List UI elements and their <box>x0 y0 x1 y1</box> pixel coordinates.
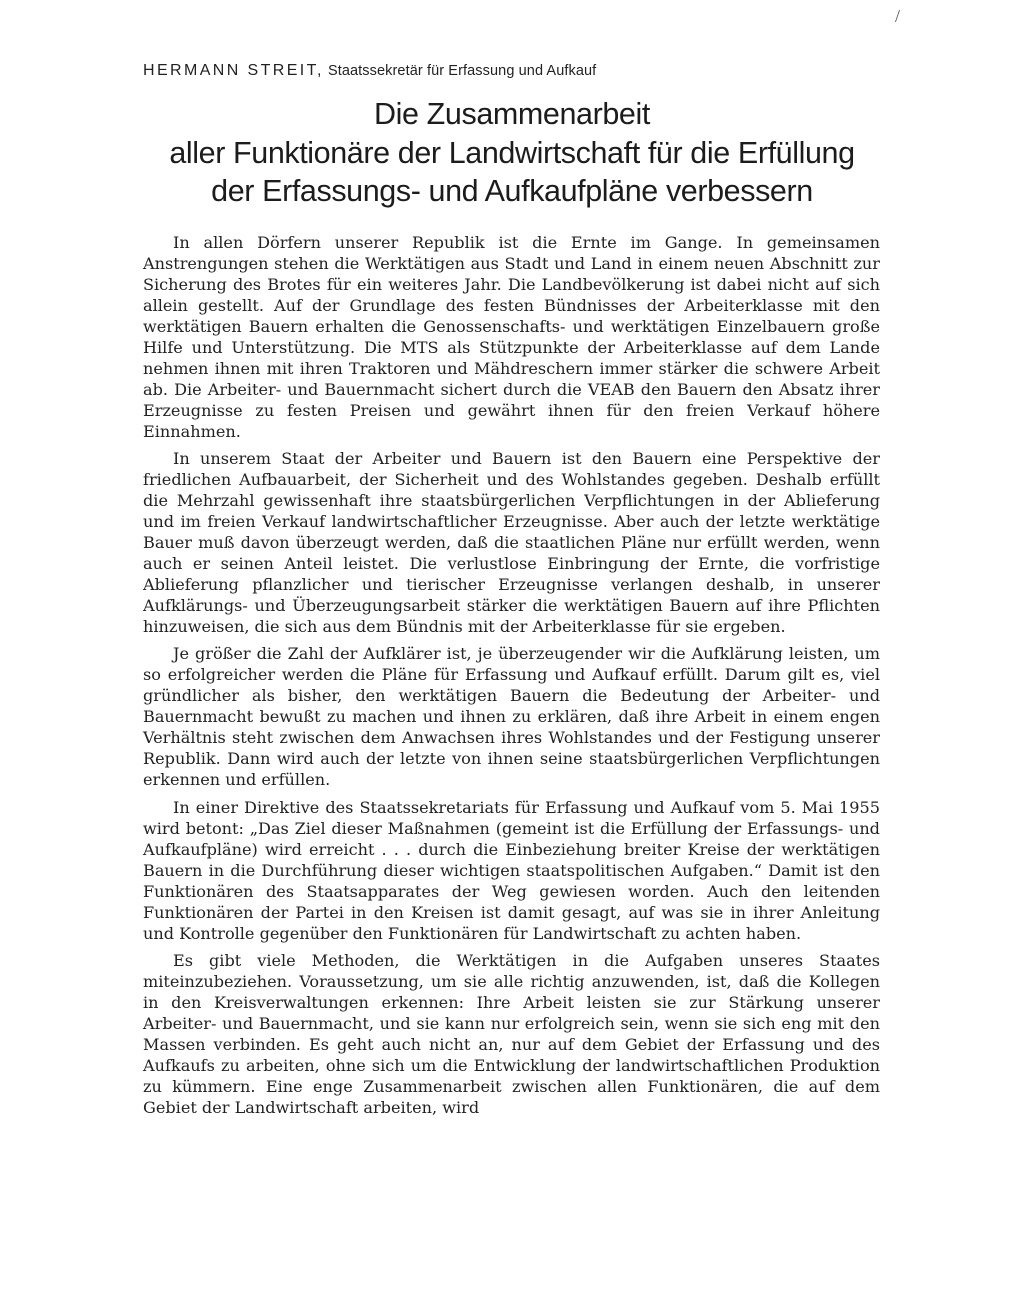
title-line: aller Funktionäre der Landwirtschaft für die Erfüllung <box>169 135 855 170</box>
title-line: Die Zusammenarbeit <box>374 97 650 131</box>
byline <box>143 62 903 80</box>
page-corner-mark: / <box>894 6 900 26</box>
paragraph: In einer Direktive des Staatssekretariats für Erfassung und Aufkauf vom 5. Mai 1955 wird betont: „Das Ziel dieser Maßnahmen (gemeint ist die Erfüllung der Erfassungs- und Aufkaufpläne) wird erreicht . . . durch die Einbeziehung breiter Kreise der werktätigen Bauern in die Durchführung dieser wichtigen staatspolitischen Aufgaben.“ Damit ist den Funktionären des Staatsapparates der Weg gewiesen worden. Auch den leitenden Funktionären der Partei in den Kreisen ist damit gesagt, auf was sie in ihrer Anleitung und Kontrolle gegenüber den Funktionären für Landwirtschaft zu achten haben. <box>143 797 880 943</box>
title-line: der Erfassungs- und Aufkaufpläne verbessern <box>211 174 813 208</box>
author-role: Staatssekretär für Erfassung und Aufkauf <box>327 63 597 79</box>
article-title <box>108 95 916 211</box>
paragraph: Je größer die Zahl der Aufklärer ist, je überzeugender wir die Aufklärung leisten, um so erfolgreicher werden die Pläne für Erfassung und Aufkauf erfüllt. Darum gilt es, viel gründlicher als bisher, den werktätigen Bauern die Bedeutung der Arbeiter- und Bauernmacht bewußt zu machen und ihnen zu erklären, daß ihre Arbeit in einem engen Verhältnis steht zwischen dem Anwachsen ihres Wohlstandes und der Festigung unserer Republik. Dann wird auch der letzte von ihnen seine staatsbürgerlichen Verpflichtungen erkennen und erfüllen. <box>143 644 880 790</box>
paragraph: In unserem Staat der Arbeiter und Bauern ist den Bauern eine Perspektive der friedlichen Aufbauarbeit, der Sicherheit und des Wohlstandes gegeben. Deshalb erfüllt die Mehrzahl gewissenhaft ihre staatsbürgerlichen Verpflichtungen in der Ablieferung und im freien Verkauf landwirtschaftlicher Erzeugnisse. Aber auch der letzte werktätige Bauer muß davon überzeugt werden, daß die staatlichen Pläne nur erfüllt werden, wenn auch er seinen Anteil leistet. Die verlustlose Einbringung der Ernte, die vorfristige Ablieferung pflanzlicher und tierischer Erzeugnisse verlangen deshalb, in unserer Aufklärungs- und Überzeugungsarbeit stärker die werktätigen Bauern auf ihre Pflichten hinzuweisen, die sich aus dem Bündnis mit der Arbeiterklasse für sie ergeben. <box>143 449 880 637</box>
author-name: HERMANN STREIT, <box>143 62 324 79</box>
paragraph: In allen Dörfern unserer Republik ist die Ernte im Gange. In gemeinsamen Anstrengungen stehen die Werktätigen aus Stadt und Land in einem neuen Abschnitt zur Sicherung des Brotes für ein weiteres Jahr. Die Landbevölkerung ist dabei nicht auf sich allein gestellt. Auf der Grundlage des festen Bündnisses der Arbeiterklasse mit den werktätigen Bauern erhalten die Genossenschafts- und werktätigen Einzelbauern große Hilfe und Unterstützung. Die MTS als Stützpunkte der Arbeiterklasse auf dem Lande nehmen ihnen mit ihren Traktoren und Mähdreschern immer stärker die schwere Arbeit ab. Die Arbeiter- und Bauernmacht sichert durch die VEAB den Bauern den Absatz ihrer Erzeugnisse zu festen Preisen und gewährt ihnen für den freien Verkauf höhere Einnahmen. <box>143 233 880 441</box>
article-body <box>143 232 880 1124</box>
paragraph: Es gibt viele Methoden, die Werktätigen in die Aufgaben unseres Staates miteinzubeziehen. Voraussetzung, um sie alle richtig anzuwenden, ist, daß die Kollegen in den Kreisverwaltungen erkennen: Ihre Arbeit leisten sie zur Stärkung unserer Arbeiter- und Bauernmacht, und sie kann nur erfolgreich sein, wenn sie sich eng mit den Massen verbinden. Es geht auch nicht an, nur auf dem Gebiet der Erfassung und des Aufkaufs zu arbeiten, ohne sich um die Entwicklung der landwirtschaftlichen Produktion zu kümmern. Eine enge Zusammenarbeit zwischen allen Funktionären, die auf dem Gebiet der Landwirtschaft arbeiten, wird <box>143 950 880 1117</box>
